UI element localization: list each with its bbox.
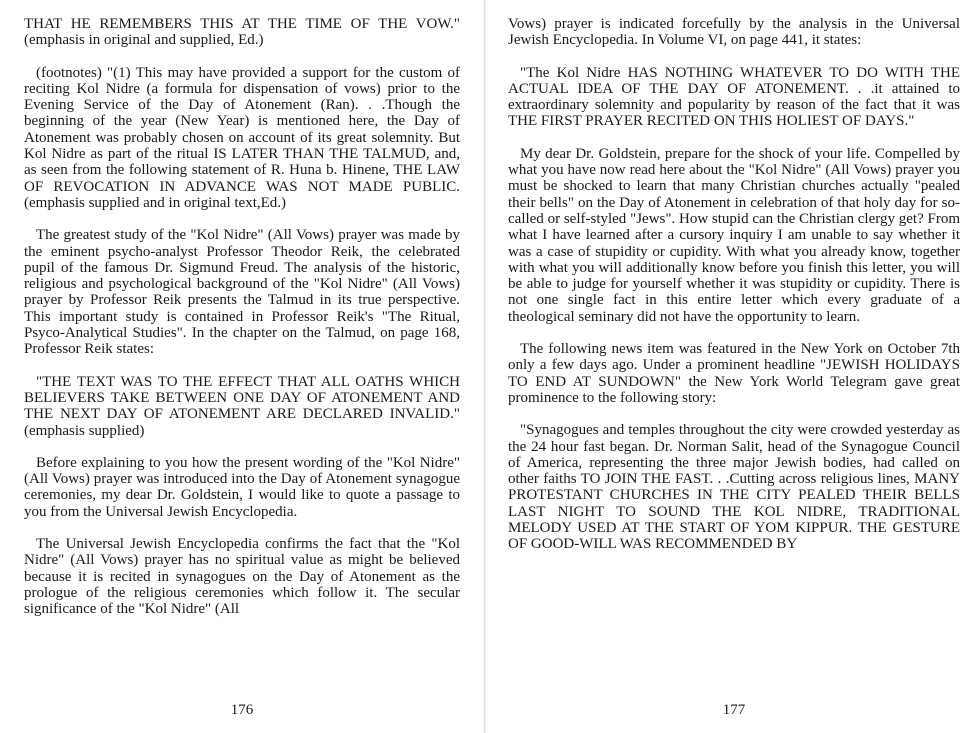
right-page-text [508,16,960,569]
paragraph: (footnotes) "(1) This may have provided a support for the custom of reciting Kol Nidre (a formula for dispensation of vows) prior to the Evening Service of the Day of Atonement (Ran). . .Though the beginning of the year (New Year) is mentioned here, the Day of Atonement was probably chosen on account of its great solemnity. But Kol Nidre as part of the ritual IS LATER THAN THE TALMUD, and, as seen from the following statement of R. Huna b. Hinene, THE LAW OF REVOCATION IN ADVANCE WAS NOT MADE PUBLIC. (emphasis supplied and in original text,Ed.) [24,64,460,211]
paragraph: The Universal Jewish Encyclopedia confirms the fact that the "Kol Nidre" (All Vows) prayer has no spiritual value as might be believed because it is recited in synagogues on the Day of Atonement as the prologue of the religious ceremonies which follow it. The secular significance of the "Kol Nidre" (All [24,536,460,618]
paragraph: Vows) prayer is indicated forcefully by the analysis in the Universal Jewish Encyclopedia. In Volume VI, on page 441, it states: [508,16,960,49]
page-number: 177 [722,702,746,718]
left-page-text [24,16,460,634]
left-page [24,0,460,733]
paragraph: Before explaining to you how the present wording of the "Kol Nidre" (All Vows) prayer was introduced into the Day of Atonement synagogue ceremonies, my dear Dr. Goldstein, I would like to quote a passage to you from the Universal Jewish Encyclopedia. [24,454,460,520]
page-number: 176 [230,702,254,718]
block-quote: "Synagogues and temples throughout the city were crowded yesterday as the 24 hour fast began. Dr. Norman Salit, head of the Synagogue Council of America, representing the three major Jewish bodies, had called on other faiths TO JOIN THE FAST. . .Cutting across religious lines, MANY PROTESTANT CHURCHES IN THE CITY PEALED THEIR BELLS LAST NIGHT TO SOUND THE KOL NIDRE, TRADITIONAL MELODY USED AT THE START OF YOM KIPPUR. THE GESTURE OF GOOD-WILL WAS RECOMMENDED BY [508,422,960,553]
block-quote: "THE TEXT WAS TO THE EFFECT THAT ALL OATHS WHICH BELIEVERS TAKE BETWEEN ONE DAY OF ATONEMENT AND THE NEXT DAY OF ATONEMENT ARE DECLARED INVALID." (emphasis supplied) [24,373,460,439]
paragraph: The following news item was featured in the New York on October 7th only a few days ago. Under a prominent headline "JEWISH HOLIDAYS TO END AT SUNDOWN" the New York World Telegram gave great prominence to the following story: [508,341,960,406]
book-gutter [484,0,486,733]
paragraph: THAT HE REMEMBERS THIS AT THE TIME OF THE VOW." (emphasis in original and supplied, Ed.) [24,16,460,49]
paragraph: My dear Dr. Goldstein, prepare for the shock of your life. Compelled by what you have now read here about the "Kol Nidre" (All Vows) prayer you must be shocked to learn that many Christian churches actually "pealed their bells" on the Day of Atonement in celebration of that holy day for so-called or self-styled "Jews". How stupid can the Christian clergy get? From what I have learned after a cursory inquiry I am unable to say whether it was a case of stupidity or cupidity. With what you already know, together with what you will additionally know before you finish this letter, you will be able to judge for yourself whether it was stupidity or cupidity. There is not one single fact in this entire letter which every graduate of a theological seminary did not have the opportunity to learn. [508,145,960,325]
block-quote: "The Kol Nidre HAS NOTHING WHATEVER TO DO WITH THE ACTUAL IDEA OF THE DAY OF ATONEMENT. . .it attained to extraordinary solemnity and popularity by reason of the fact that it was THE FIRST PRAYER RECITED ON THIS HOLIEST OF DAYS." [508,64,960,130]
paragraph: The greatest study of the "Kol Nidre" (All Vows) prayer was made by the eminent psycho-analyst Professor Theodor Reik, the celebrated pupil of the famous Dr. Sigmund Freud. The analysis of the historic, religious and psychological background of the "Kol Nidre" (All Vows) prayer by Professor Reik presents the Talmud in its true perspective. This important study is contained in Professor Reik's "The Ritual, Psyco-Analytical Studies". In the chapter on the Talmud, on page 168, Professor Reik states: [24,227,460,358]
right-page [508,0,960,733]
